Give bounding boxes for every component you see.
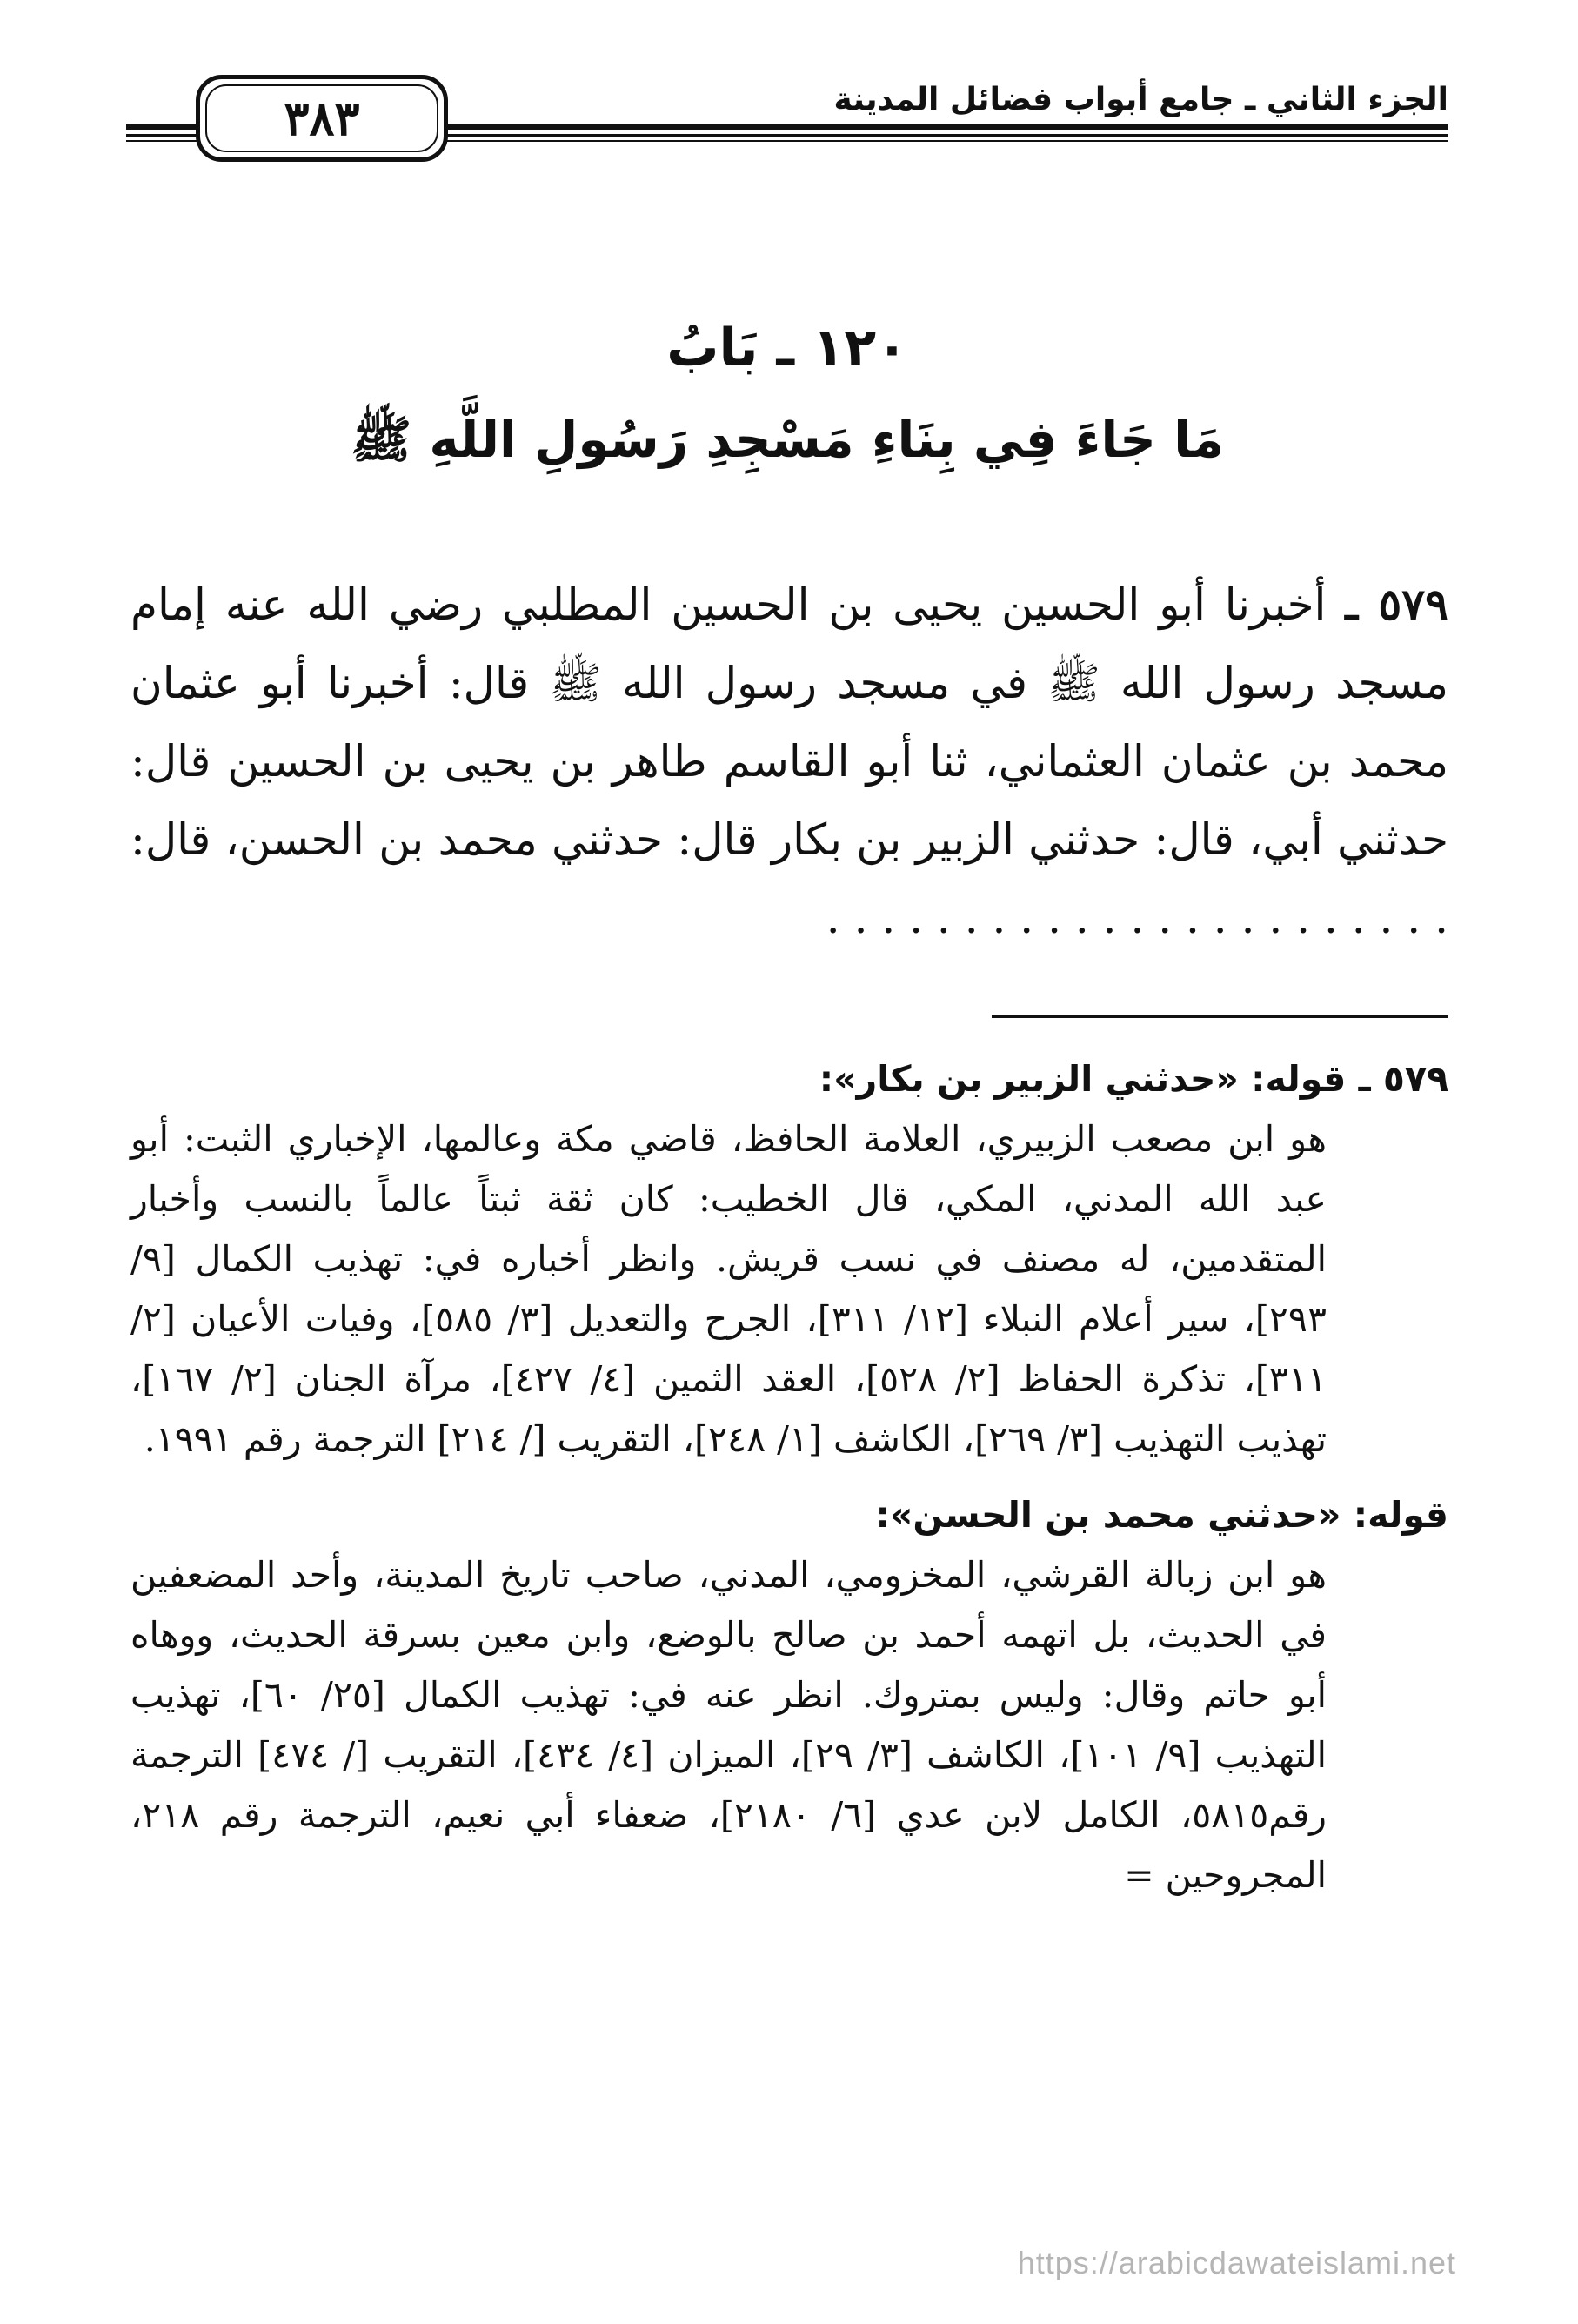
running-title: الجزء الثاني ـ جامع أبواب فضائل المدينة [833,82,1448,117]
page-number-frame [196,75,448,162]
page-header [126,68,1448,164]
watermark-url: https://arabicdawateislami.net [1017,2245,1456,2280]
footnote-label: ٥٧٩ ـ قوله: [1251,1058,1448,1100]
footnote-label: قوله: [1353,1494,1448,1536]
footnote-body: هو ابن مصعب الزبيري، العلامة الحافظ، قاضي مكة وعالمها، الإخباري الثبت: أبو عبد الله المدني، المكي، قال الخطيب: كان ثقة ثبتاً عالماً بالنسب وأخبار المتقدمين، له مصنف في نسب قريش. وانظر أخباره في: تهذيب الكمال [٩/ ٢٩٣]، سير أعلام النبلاء [١٢/ ٣١١]، الجرح والتعديل [٣/ ٥٨٥]، وفيات الأعيان [٢/ ٣١١]، تذكرة الحفاظ [٢/ ٥٢٨]، العقد الثمين [٤/ ٤٢٧]، مرآة الجنان [٢/ ١٦٧]، تهذيب التهذيب [٣/ ٢٦٩]، الكاشف [١/ ٢٤٨]، التقريب [/ ٢١٤] الترجمة رقم ١٩٩١. [130,1118,1327,1460]
footnote-body: هو ابن زبالة القرشي، المخزومي، المدني، صاحب تاريخ المدينة، وأحد المضعفين في الحديث، بل اتهمه أحمد بن صالح بالوضع، وابن معين بسرقة الحديث، ووهاه أبو حاتم وقال: وليس بمتروك. انظر عنه في: تهذيب الكمال [٢٥/ ٦٠]، تهذيب التهذيب [٩/ ١٠١]، الكاشف [٣/ ٢٩]، الميزان [٤/ ٤٣٤]، التقريب [/ ٤٧٤] الترجمة رقم٥٨١٥، الكامل لابن عدي [٦/ ٢١٨٠]، ضعفاء أبي نعيم، الترجمة رقم ٢١٨، المجروحين = [130,1554,1327,1896]
chapter-title: مَا جَاءَ فِي بِنَاءِ مَسْجِدِ رَسُولِ اللَّهِ ﷺ [351,410,1224,469]
main-text [130,566,1448,957]
hadith-number: ٥٧٩ ـ [1345,579,1448,630]
footnote-heading [130,1485,1448,1545]
footnote [130,1049,1448,1470]
footnote-separator [992,1015,1448,1018]
footnote-quote: «حدثني الزبير بن بكار»: [819,1058,1239,1100]
page-number: ٣٨٣ [284,90,360,146]
chapter-number: ١٢٠ ـ بَابُ [666,318,908,378]
footnotes [130,1035,1448,1905]
footnote-heading [130,1049,1448,1109]
hadith-body: أخبرنا أبو الحسين يحيى بن الحسين المطلبي رضي الله عنه إمام مسجد رسول الله ﷺ في مسجد رسول الله ﷺ قال: أخبرنا أبو عثمان محمد بن عثمان العثماني، ثنا أبو القاسم طاهر بن يحيى بن الحسين قال: حدثني أبي، قال: حدثني الزبير بن بكار قال: حدثني محمد بن الحسن، قال: . . . . . . . . . . . . . . . . . . . . . . . [130,579,1448,943]
footnote-quote: «حدثني محمد بن الحسن»: [875,1494,1341,1536]
footnote [130,1485,1448,1905]
